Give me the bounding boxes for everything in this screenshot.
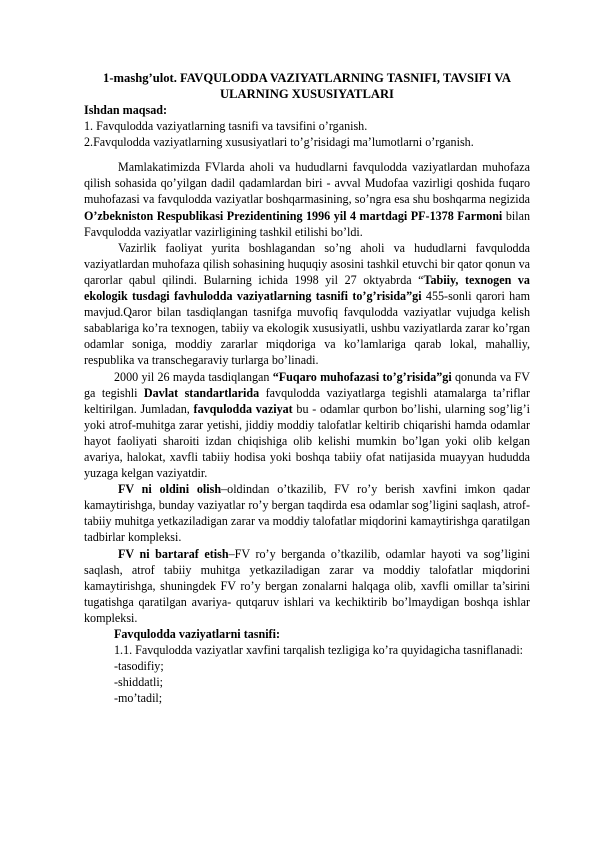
page-title: 1-mashg’ulot. FAVQULODDA VAZIYATLARNING TASNIFI, TAVSIFI VA ULARNING XUSUSIYATLARI	[103, 71, 511, 101]
paragraph-ministry	[84, 159, 530, 239]
bold-run-resolution: Tabiiy, texnogen va ekologik tusdagi favhulodda vaziyatlarning tasnifi to’g’risida”gi	[84, 272, 530, 304]
bold-run-prevention: FV ni oldini olish	[118, 482, 222, 497]
spacer	[84, 150, 530, 159]
text-run: bilan Favqulodda vaziyatlar vazirligining tashkil etilishi bo’ldi.	[84, 208, 530, 239]
text-run: 455-sonli qarori ham mavjud.Qaror bilan tasdiqlangan tasnifga muvofiq favqulodda vaziyatlar vujudga kelish sabablariga ko’ra texnogen, tabiiy va ekologik xususiyatli, ushbu vaziyatlarda zarar ko’rgan odamlar soniga, moddiy zararlar miqdoriga va ko’lamlariga qarab lokal, mahalliy, respublika va transchegaraviy turlarga bo’linadi.	[84, 289, 530, 368]
text-run: Vazirlik faoliyat yurita boshlagandan so’ng aholi va hududlarni favqulodda vaziyatlardan muhofaza qilish sohasining huquqiy asosini tashkil etuvchi bir qator qonun va qarorlar qabul qilindi. Bularning ichida 1998 yil 27 oktyabrda “	[84, 240, 530, 287]
text-run: –FV ro’y berganda o’tkazilib, odamlar hayoti va sog’ligini saqlash, atrof tabiiy muhitga yetkaziladigan zarar va moddiy talofatlar miqdorini kamaytirishga, shuningdek FV ro’y bergan zonalarni halqaga olib, xavfli omillar ta’sirini tugatishga qaratilgan avariya- qutqaruv ishlari va kechiktirib bo’lmaydigan boshqa ishlar kompleksi.	[84, 546, 530, 625]
text-run: –oldindan o’tkazilib, FV ro’y berish xavfini imkon qadar kamaytirishga, bunday vaziyatlar ro’y bergan taqdirda esa odamlar sog’ligini saqlash, atrof-tabiiy muhitga yetkaziladigan zarar va moddiy talofatlar miqdorini kamaytirishga qaratilgan tadbirlar kompleksi.	[84, 482, 530, 545]
text-run: bu - odamlar qurbon bo’lishi, ularning sog’lig’i yoki atrof-muhitga zarar yetishi, jiddiy moddiy talofatlar keltirib chiqarishi hamda odamlar hayot faoliyati sharoiti izdan chiqishiga olib kelishi mumkin bo’lgan yoki olib kelgan avariya, halokat, xavfli tabiiy hodisa yoki boshqa tabiiy ofat natijasida muayyan hududda yuzaga kelgan vaziyatdir.	[84, 401, 530, 481]
bold-run-elimination: FV ni bartaraf etish	[118, 546, 229, 561]
text-run: qonunda va FV ga tegishli	[84, 369, 531, 400]
text-run: Mamlakatimizda FVlarda aholi va hududlarni favqulodda vaziyatlardan muhofaza qilish sohasida qo’yilgan dadil qadamlardan biri - avval Mudofaa vazirligi qoshida fuqaro muhofazasi va favqulodda vaziyatlar boshqarmasining, so’ngra esa shu boshqarma negizida	[84, 160, 530, 207]
bold-run-law: “Fuqaro muhofazasi to’g’risida”gi	[272, 369, 452, 384]
paragraph-definition	[84, 369, 530, 482]
document-page	[84, 70, 530, 706]
objective-item-2: 2.Favqulodda vaziyatlarning xususiyatlari to’g’risidagi ma’lumotlarni o’rganish.	[84, 135, 474, 150]
classification-item: -tasodifiy;	[114, 659, 164, 674]
objective-item-1: 1. Favqulodda vaziyatlarning tasnifi va tavsifini o’rganish.	[84, 119, 368, 134]
bold-run-term: favqulodda vaziyat	[193, 401, 293, 416]
bold-run-decree: O’zbekniston Respublikasi Prezidentining 1996 yil 4 martdagi PF-1378 Farmoni	[84, 208, 503, 223]
paragraph-elimination	[84, 546, 530, 626]
classification-item: -shiddatli;	[114, 675, 164, 690]
classification-item: -mo’tadil;	[114, 691, 163, 706]
classification-intro: 1.1. Favqulodda vaziyatlar xavfini tarqalish tezligiga ko’ra quyidagicha tasniflanadi:	[114, 643, 524, 658]
paragraph-prevention	[84, 481, 530, 545]
text-run: favqulodda vaziyatlarga tegishli atamalarga ta’riflar keltirilgan. Jumladan,	[84, 385, 530, 416]
text-run: 2000 yil 26 mayda tasdiqlangan	[114, 369, 273, 384]
bold-run-standards: Davlat standartlarida	[143, 385, 260, 400]
classification-heading: Favqulodda vaziyatlarni tasnifi:	[114, 627, 280, 641]
paragraph-regulations	[84, 240, 530, 369]
objective-heading: Ishdan maqsad:	[84, 103, 168, 117]
